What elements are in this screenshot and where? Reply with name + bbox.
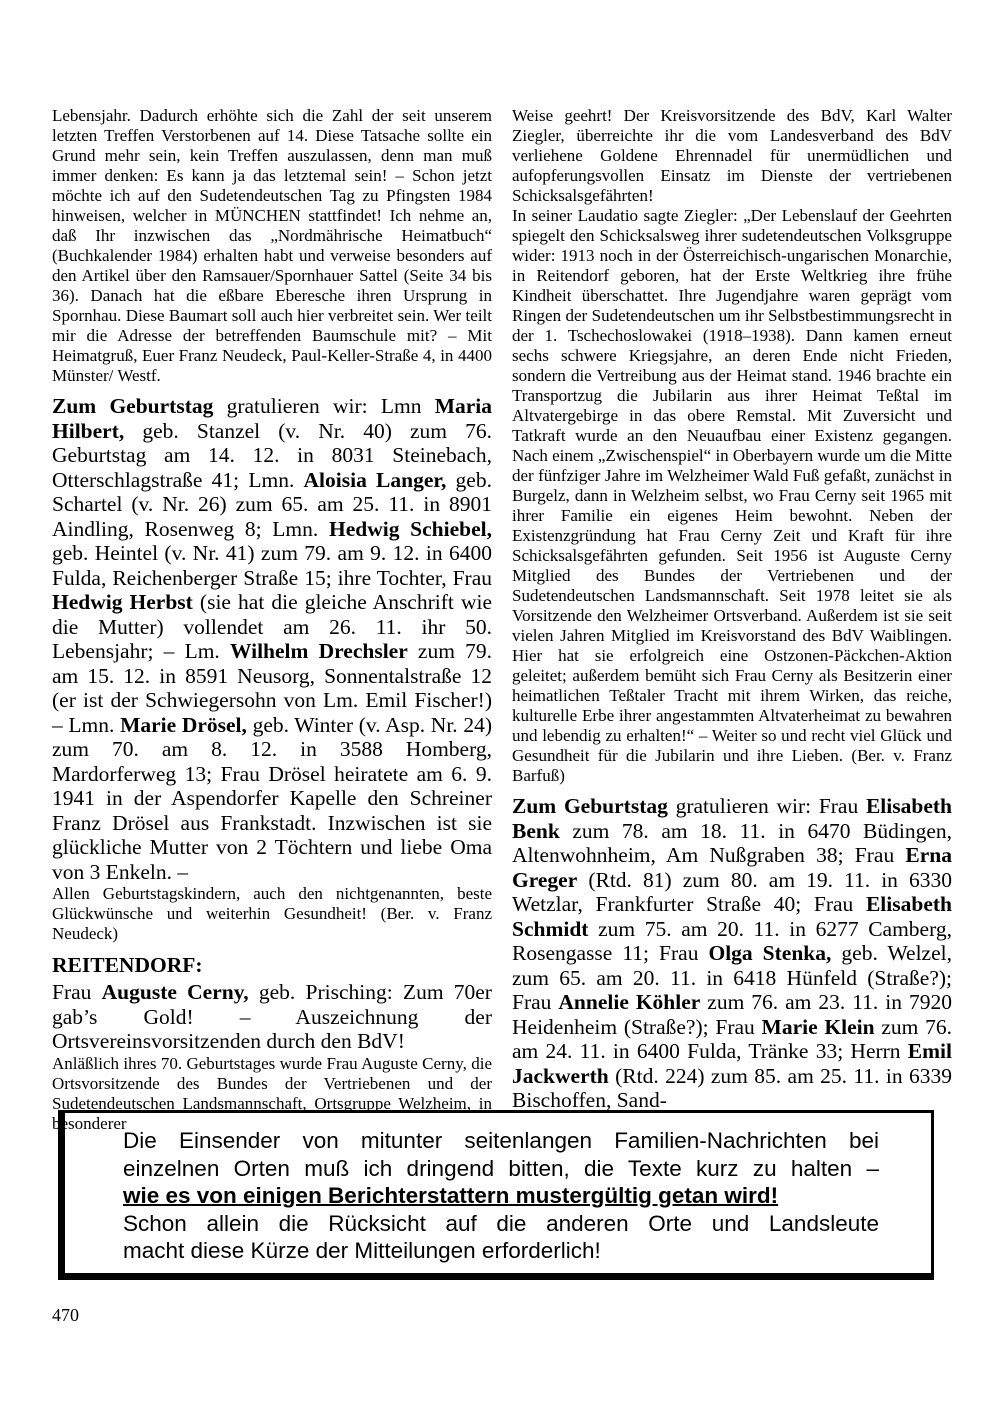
birthday-name: Elisabeth Benk <box>512 794 952 843</box>
birthday-name: Wilhelm Drechsler <box>229 639 408 663</box>
notice-line: Die Einsender von mitunter seitenlangen Familien-Nachrichten bei <box>123 1128 879 1153</box>
cerny-intro-text: geb. Prisching: Zum 70er gab’s Gold! – Auszeichnung der Ortsvereinsvorsitzenden durch den BdV! <box>52 980 492 1053</box>
birthday-name: Hedwig Herbst <box>52 590 193 614</box>
birthday-text: (Rtd. 81) zum 80. am 19. 11. in 6330 Wetzlar, Frankfurter Straße 40; Frau <box>512 867 952 916</box>
right-paragraph-honor: Weise geehrt! Der Kreisvorsitzende des BdV, Karl Walter Ziegler, überreichte ihr die vom Landesverband des BdV verliehene Goldene Ehrennadel für unermüdlichen und aufopferungsvollen Einsatz im Dienste der vertriebenen Schicksalsgefährten! <box>512 106 952 205</box>
birthday-text: (Rtd. 224) zum 85. am 25. 11. in 6339 Bischoffen, Sand- <box>512 1063 952 1112</box>
right-column <box>512 106 952 1113</box>
birthday-text: geb. Winter (v. Asp. Nr. 24) zum 70. am 8. 12. in 3588 Homberg, Mardorferweg 13; Frau Drösel heiratete am 6. 9. 1941 in der Aspendorfer Kapelle den Schreiner Franz Drösel aus Frankstadt. Inzwischen ist sie glückliche Mutter von 2 Töchtern und liebe Oma von 3 Enkeln. – <box>52 712 492 884</box>
left-birthday-paragraph <box>52 394 492 884</box>
notice-emphasis-line: wie es von einigen Berichterstattern mustergültig getan wird! <box>123 1183 779 1208</box>
notice-line: macht diese Kürze der Mitteilungen erforderlich! <box>123 1238 601 1263</box>
birthday-text: geb. Heintel (v. Nr. 41) zum 79. am 9. 12. in 6400 Fulda, Reichenberger Straße 15; ihre Tochter, Frau <box>52 541 492 590</box>
birthday-text: zum 79. am 15. 12. in 8591 Neusorg, Sonnentalstraße 12 (er ist der Schwiegersohn von Lm. Emil Fischer!) – Lmn. <box>52 639 492 737</box>
birthday-text: geb. Stanzel (v. Nr. 40) zum 76. Geburtstag am 14. 12. in 8031 Steinebach, Otterschlagstraße 41; Lmn. <box>52 418 492 492</box>
birthday-text: gratulieren wir: Frau <box>667 794 866 818</box>
right-paragraph-laudatio: In seiner Laudatio sagte Ziegler: „Der Lebenslauf der Geehrten spiegelt den Schicksalsweg ihrer sudetendeutschen Volksgruppe wider: 1913 noch in der Österreichisch-ungarischen Monarchie, in Reitendorf geboren, hat der Erste Weltkrieg ihre frühe Kindheit überschattet. Ihre Jugendjahre waren geprägt vom Ringen der Sudetendeutschen um ihr Selbstbestimmungsrecht in der 1. Tschechoslowakei (1918–1938). Dann kamen erneut sechs schwere Kriegsjahre, an deren Ende nicht Frieden, sondern die Vertreibung aus der Heimat stand. 1946 brachte ein Transportzug die Jubilarin aus ihrer Heimat Teßtal im Altvatergebirge in das obere Remstal. Mit Zuversicht und Tatkraft wurde an den Neuaufbau einer Existenz gegangen. Nach einem „Zwischenspiel“ in Oberbayern wurde um die Mitte der fünfziger Jahre im Welzheimer Wald Fuß gefaßt, zunächst in Burgelz, dann in Welzheim selbst, wo Frau Cerny seit 1965 mit ihrer Familie ein eigenes Heim bewohnt. Neben der Existenzgründung hat Frau Cerny Zeit und Kraft für ihre Schicksalsgefährten gefunden. Seit 1956 ist Auguste Cerny Mitglied des Bundes der Vertriebenen und der Sudetendeutschen Landsmannschaft. Seit 1978 leitet sie als Vorsitzende den Welzheimer Ortsverband. Außerdem ist sie seit vielen Jahren Mitglied im Kreisvorstand des BdV Waiblingen. Hier hat sie erfolgreich eine Ostzonen-Päckchen-Aktion geleitet; außerdem bemüht sich Frau Cerny als Besitzerin einer heimatlichen Teßtaler Tracht mit ihrem Wirken, das reiche, kulturelle Erbe ihrer angestammten Altvaterheimat zu bewahren und lebendig zu erhalten!“ – Weiter so und recht viel Glück und Gesundheit für die Jubilarin und ihre Lieben. (Ber. v. Franz Barfuß) <box>512 206 952 785</box>
birthday-name: Marie Drösel, <box>120 712 247 737</box>
right-birthday-paragraph <box>512 794 952 1113</box>
birthday-name: Olga Stenka, <box>708 941 832 965</box>
birthday-name: Annelie Köhler <box>558 990 701 1014</box>
birthday-name: Aloisia Langer, <box>303 467 447 492</box>
page-number: 470 <box>52 1305 79 1325</box>
cerny-intro-paragraph <box>52 980 492 1054</box>
left-column <box>52 106 492 1134</box>
left-paragraph-letter: Lebensjahr. Dadurch erhöhte sich die Zahl der seit unserem letzten Treffen Verstorbenen auf 14. Diese Tatsache sollte ein Grund mehr sein, kein Treffen auszulassen, denn man muß immer denken: Es kann ja das letztemal sein! – Schon jetzt möchte ich auf den Sudetendeutschen Tag zu Pfingsten 1984 hinweisen, welcher in MÜNCHEN stattfindet! Ich nehme an, daß Ihr inzwischen das „Nordmährische Heimatbuch“ (Buchkalender 1984) erhalten habt und verweise besonders auf den Artikel über den Ramsauer/Spornhauer Sattel (Seite 34 bis 36). Danach hat die eßbare Eberesche ihren Ursprung in Spornhau. Diese Baumart soll auch hier verbreitet sein. Wer teilt mir die Adresse der betreffenden Baumschule mit? – Mit Heimatgruß, Euer Franz Neudeck, Paul-Keller-Straße 4, in 4400 Münster/ Westf. <box>52 106 492 385</box>
birthday-text: zum 78. am 18. 11. in 6470 Büdingen, Altenwohnheim, Am Nußgraben 38; Frau <box>512 818 952 867</box>
notice-line: einzelnen Orten muß ich dringend bitten, die Texte kurz zu halten – <box>123 1155 879 1181</box>
birthday-name: Hedwig Schiebel, <box>328 516 492 541</box>
birthday-text: geb. Welzel, zum 65. am 20. 11. in 6418 Hünfeld (Straße?); Frau <box>512 941 952 1014</box>
birthday-text: zum 76. am 24. 11. in 6400 Fulda, Tränke 33; Herrn <box>512 1014 952 1063</box>
left-wishes-paragraph: Allen Geburtstagskindern, auch den nichtgenannten, beste Glückwünsche und weiterhin Gesundheit! (Ber. v. Franz Neudeck) <box>52 884 492 943</box>
birthday-name: Elisabeth Schmidt <box>512 892 952 941</box>
cerny-intro-text: Frau <box>52 980 102 1004</box>
birthday-text: gratulieren wir: Lmn <box>213 394 435 418</box>
birthday-text: (sie hat die gleiche Anschrift wie die Mutter) vollendet am 26. 11. ihr 50. Lebensjahr; – Lm. <box>52 590 492 663</box>
cerny-name: Auguste Cerny, <box>101 980 249 1004</box>
birthday-text: zum 76. am 23. 11. in 7920 Heidenheim (Straße?); Frau <box>512 990 952 1039</box>
birthday-name: Emil Jackwerth <box>512 1039 952 1088</box>
birthday-lead: Zum Geburtstag <box>52 394 214 418</box>
notice-box <box>58 1110 934 1280</box>
birthday-name: Erna Greger <box>512 843 952 892</box>
birthday-name: Marie Klein <box>761 1014 875 1039</box>
birthday-text: geb. Schartel (v. Nr. 26) zum 65. am 25. 11. in 8901 Aindling, Rosenweg 8; Lmn. <box>52 467 492 541</box>
section-heading-reitendorf: REITENDORF: <box>52 953 203 977</box>
birthday-lead: Zum Geburtstag <box>512 794 668 818</box>
birthday-text: zum 75. am 20. 11. in 6277 Camberg, Rosengasse 11; Frau <box>512 916 952 965</box>
notice-line: Schon allein die Rücksicht auf die anderen Orte und Landsleute <box>123 1210 879 1236</box>
cerny-article-paragraph: Anläßlich ihres 70. Geburtstages wurde Frau Auguste Cerny, die Ortsvorsitzende des Bundes der Vertriebenen und der Sudetendeutschen Landsmannschaft, Ortsgruppe Welzheim, in besonderer <box>52 1053 492 1133</box>
birthday-name: Maria Hilbert, <box>52 394 492 443</box>
